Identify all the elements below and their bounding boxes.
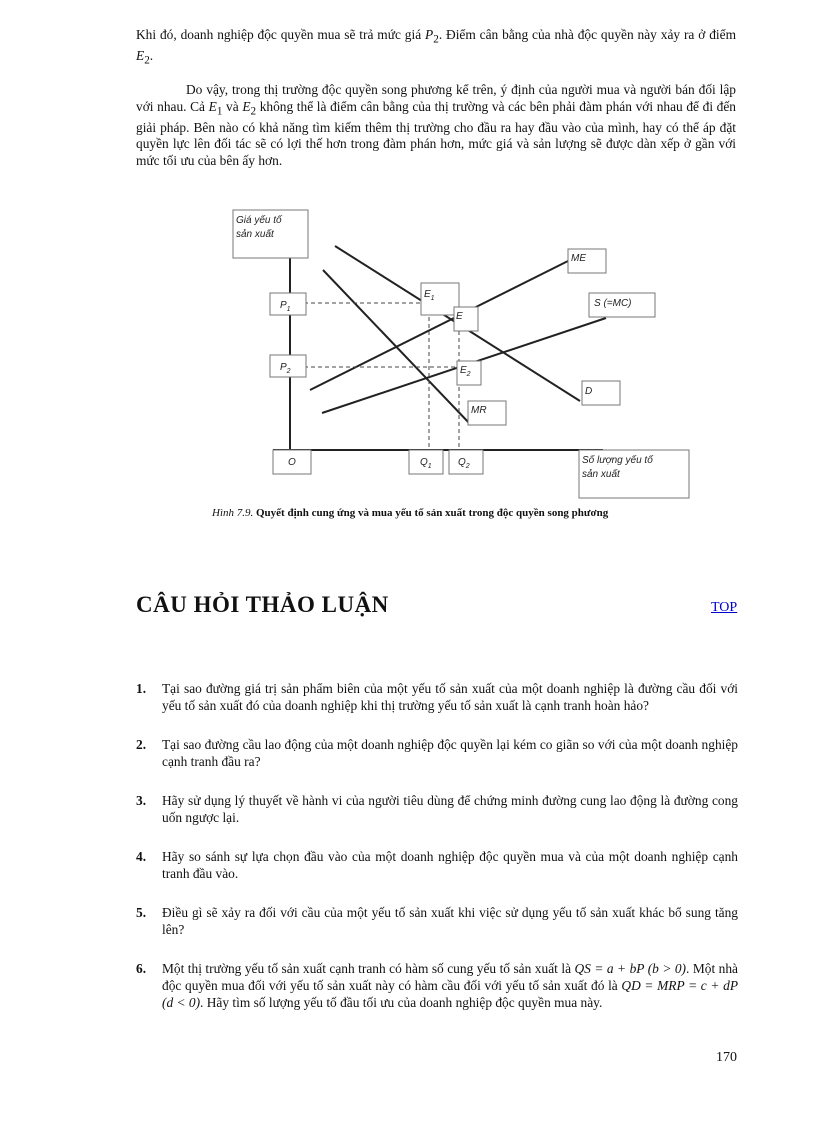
supply-label [589,293,655,317]
p2-label [270,355,306,377]
bilateral-monopoly-diagram [228,205,698,500]
page-number: 170 [716,1050,737,1065]
svg-text:E: E [456,311,463,322]
question-item: 1. Tại sao đường giá trị sản phẩm biên của một yếu tố sản xuất của một doanh nghiệp là đường cầu đối với yếu tố sản xuất đó của doanh nghiệp khi thị trường yếu tố sản xuất là cạnh tranh hoàn hảo? [136,681,738,713]
figure-caption: Hình 7.9. Quyết định cung ứng và mua yếu tố sản xuất trong độc quyền song phương [212,507,609,519]
svg-text:E1: $E_1$ [424,289,435,302]
svg-text:D: D [585,386,593,397]
svg-text:S (=MC): S (=MC) [594,298,632,309]
svg-text:sản xuất: sản xuất [236,229,274,240]
question-item: 4. Hãy so sánh sự lựa chọn đầu vào của một doanh nghiệp độc quyền mua và của một doanh nghiệp cạnh tranh đầu vào. [136,849,738,881]
paragraph-bilateral-monopoly: Do vậy, trong thị trường độc quyền song phương kể trên, ý định của người mua và người bán đối lập với nhau. Cả $E_1$ và $E_2$ không thể là điểm cân bằng của thị trường và các bên phải đàm phán với nhau để đi đến giải pháp. Bên nào có khả năng tìm kiếm thêm thị trường cho đầu ra hay đầu vào của mình, hay có thể áp đặt quyền lực lên đối tác sẽ có lợi thế hơn trong đàm phán hơn, mức giá và sản lượng sẽ được dàn xếp ở gần với mức tối ưu của bên ấy hơn. [136,82,736,169]
svg-text:E2: $E_2$ [460,365,471,378]
me-label [568,249,606,273]
svg-text:Số lượng yếu tố: Số lượng yếu tố [582,455,653,466]
svg-text:Giá yếu tố: Giá yếu tố [236,215,282,226]
p1-label [270,293,306,315]
question-item: 2. Tại sao đường cầu lao động của một doanh nghiệp độc quyền lại kém co giãn so với của một doanh nghiệp cạnh tranh đầu ra? [136,737,738,769]
demand-label [582,381,620,405]
y-axis-label [233,210,308,258]
question-item: 6. Một thị trường yếu tố sản xuất cạnh tranh có hàm số cung yếu tố sản xuất là QS = a + bP (b > 0). Một nhà độc quyền mua đối với yếu tố sản xuất này có hàm cầu đối với yếu tố sản xuất đó là QD = MRP = c + dP (d < 0). Hãy tìm số lượng yếu tố đầu tối ưu của doanh nghiệp độc quyền mua này. [136,961,738,1010]
svg-text:Q1: $Q_1$ [420,457,432,470]
q2-label [449,450,483,474]
question-list [136,680,738,1011]
svg-text:O: O [288,457,296,468]
svg-text:P1: $P_1$ [280,300,291,313]
top-link[interactable]: TOP [711,600,738,615]
question-item: 3. Hãy sử dụng lý thuyết về hành vi của người tiêu dùng để chứng minh đường cung lao động là đường cong uốn ngược lại. [136,793,738,825]
svg-text:MR: MR [471,405,487,416]
paragraph-intro: Khi đó, doanh nghiệp độc quyền mua sẽ trả mức giá $P_2$. Điểm cân bằng của nhà độc quyền này xảy ra ở điểm $E_2$. [136,27,736,67]
origin-label [273,450,311,474]
svg-text:ME: ME [571,253,586,264]
svg-text:Q2: $Q_2$ [458,457,470,470]
svg-text:sản xuất: sản xuất [582,469,620,480]
e2-label [457,361,481,385]
mr-label [468,401,506,425]
section-heading: CÂU HỎI THẢO LUẬN [136,592,389,617]
svg-text:P2: $P_2$ [280,362,291,375]
e-label [454,307,478,331]
e1-label [421,283,459,315]
q1-label [409,450,443,474]
question-item: 5. Điều gì sẽ xảy ra đối với cầu của một yếu tố sản xuất khi việc sử dụng yếu tố sản xuất khác bổ sung tăng lên? [136,905,738,937]
x-axis-label [579,450,689,498]
